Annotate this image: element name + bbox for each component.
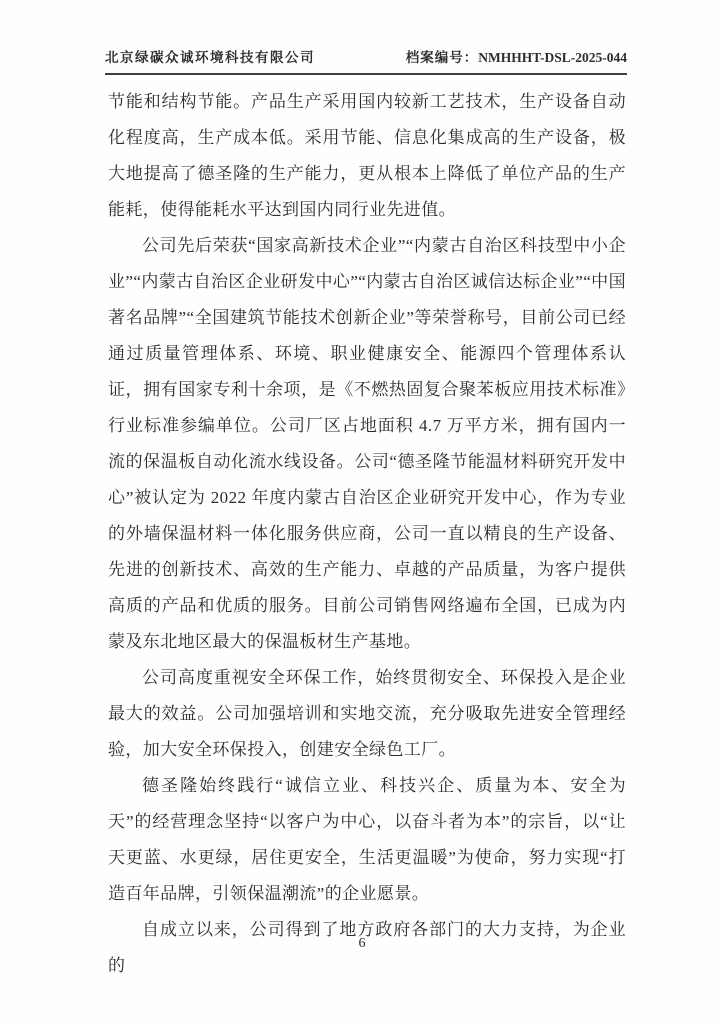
- page-header: [105, 46, 627, 75]
- document-body: [108, 84, 626, 984]
- archive-field: [406, 46, 627, 66]
- paragraph-philosophy: 德圣隆始终践行“诚信立业、科技兴企、质量为本、安全为天”的经营理念坚持“以客户为中心，以奋斗者为本”的宗旨，以“让天更蓝、水更绿，居住更安全，生活更温暖”为使命，努力实现“打造百年品牌，引领保温潮流”的企业愿景。: [108, 776, 626, 903]
- company-name: 北京绿碳众诚环境科技有限公司: [105, 50, 315, 65]
- paragraph-government-support: 自成立以来，公司得到了地方政府各部门的大力支持，为企业的: [108, 920, 626, 975]
- paragraph-safety: 公司高度重视安全环保工作，始终贯彻安全、环保投入是企业最大的效益。公司加强培训和实地交流，充分吸取先进安全管理经验，加大安全环保投入，创建安全绿色工厂。: [108, 668, 626, 759]
- archive-number: NMHHHT-DSL-2025-044: [478, 50, 627, 65]
- paragraph-honors: 公司先后荣获“国家高新技术企业”“内蒙古自治区科技型中小企业”“内蒙古自治区企业研发中心”“内蒙古自治区诚信达标企业”“中国著名品牌”“全国建筑节能技术创新企业”等荣誉称号，目前公司已经通过质量管理体系、环境、职业健康安全、能源四个管理体系认证，拥有国家专利十余项，是《不燃热固复合聚苯板应用技术标准》行业标准参编单位。公司厂区占地面积 4.7 万平方米，拥有国内一流的保温板自动化流水线设备。公司“德圣隆节能温材料研究开发中心”被认定为 2022 年度内蒙古自治区企业研究开发中心，作为专业的外墙保温材料一体化服务供应商，公司一直以精良的生产设备、先进的创新技术、高效的生产能力、卓越的产品质量，为客户提供高质的产品和优质的服务。目前公司销售网络遍布全国，已成为内蒙及东北地区最大的保温板材生产基地。: [108, 236, 626, 651]
- archive-label: 档案编号：: [405, 50, 479, 65]
- paragraph-continuation: 节能和结构节能。产品生产采用国内较新工艺技术，生产设备自动化程度高，生产成本低。采用节能、信息化集成高的生产设备，极大地提高了德圣隆的生产能力，更从根本上降低了单位产品的生产能耗，使得能耗水平达到国内同行业先进值。: [108, 92, 626, 219]
- page-number: 6: [358, 936, 366, 951]
